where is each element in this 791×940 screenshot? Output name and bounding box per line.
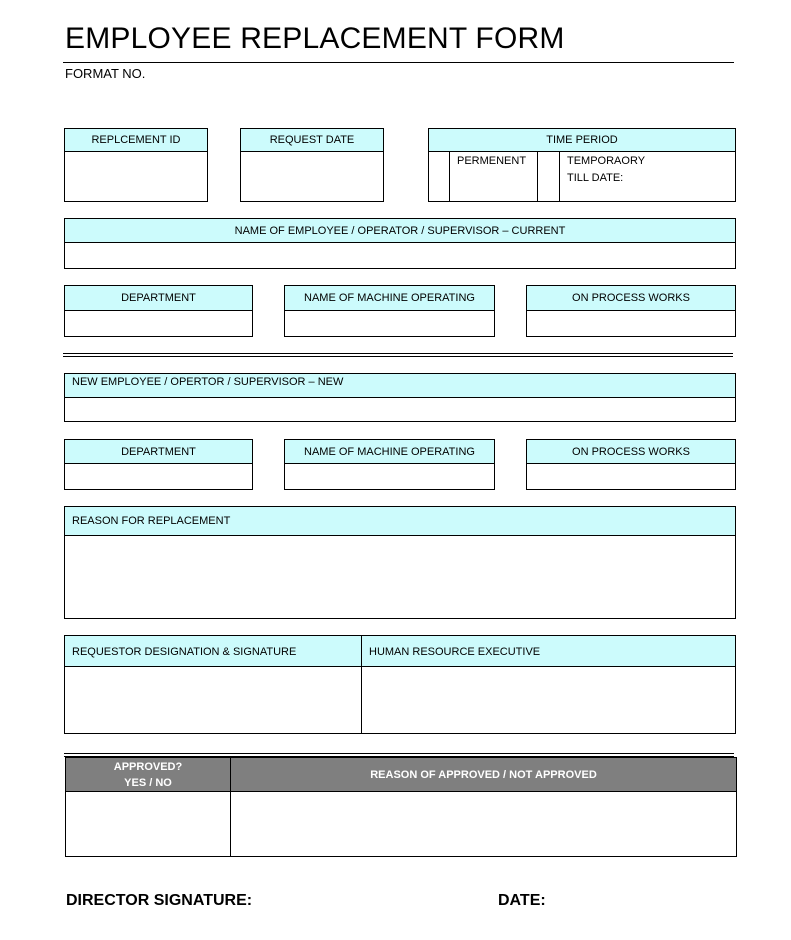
requestor-label: REQUESTOR DESIGNATION & SIGNATURE — [72, 645, 297, 658]
new-department-label: DEPARTMENT — [65, 440, 252, 464]
section-divider — [63, 356, 733, 357]
request-date-label: REQUEST DATE — [241, 129, 383, 152]
format-number-label: FORMAT NO. — [65, 66, 146, 81]
permanent-checkbox[interactable] — [430, 153, 449, 201]
section-divider — [63, 353, 733, 354]
request-date-field[interactable] — [241, 153, 383, 201]
reason-field[interactable] — [65, 537, 735, 618]
current-employee-label: NAME OF EMPLOYEE / OPERATOR / SUPERVISOR – CURRENT — [65, 219, 735, 243]
new-process-field[interactable] — [527, 465, 735, 489]
new-machine-label: NAME OF MACHINE OPERATING — [285, 440, 494, 464]
form-title: EMPLOYEE REPLACEMENT FORM — [65, 22, 565, 55]
new-department-field[interactable] — [65, 465, 252, 489]
current-employee-field[interactable] — [65, 244, 735, 268]
approval-reason-label: REASON OF APPROVED / NOT APPROVED — [370, 769, 597, 781]
director-signature-label: DIRECTOR SIGNATURE: — [66, 892, 253, 909]
replacement-id-field[interactable] — [65, 153, 207, 201]
new-process-label: ON PROCESS WORKS — [527, 440, 735, 464]
current-process-field[interactable] — [527, 312, 735, 336]
approved-label-line: APPROVED? — [113, 761, 183, 773]
approved-yes-no-label — [66, 758, 230, 792]
temporary-label: TEMPORAORY — [567, 155, 646, 167]
permanent-label: PERMENENT — [457, 155, 527, 167]
hr-executive-field[interactable] — [362, 668, 735, 733]
current-machine-label: NAME OF MACHINE OPERATING — [285, 286, 494, 311]
reason-label: REASON FOR REPLACEMENT — [65, 507, 735, 536]
date-label: DATE: — [498, 892, 546, 909]
new-employee-label: NEW EMPLOYEE / OPERTOR / SUPERVISOR – NEW — [65, 374, 735, 398]
time-period-divider — [449, 152, 450, 201]
till-date-label: TILL DATE: — [567, 172, 624, 184]
hr-executive-label: HUMAN RESOURCE EXECUTIVE — [369, 645, 541, 658]
new-machine-field[interactable] — [285, 465, 494, 489]
current-process-label: ON PROCESS WORKS — [527, 286, 735, 311]
new-employee-field[interactable] — [65, 399, 735, 421]
replacement-id-label: REPLCEMENT ID — [65, 129, 207, 152]
time-period-divider — [559, 152, 560, 201]
section-divider — [64, 753, 734, 754]
approval-reason-field[interactable] — [231, 793, 736, 856]
approved-field[interactable] — [66, 793, 230, 856]
current-department-field[interactable] — [65, 312, 252, 336]
current-machine-field[interactable] — [285, 312, 494, 336]
approved-label-line: YES / NO — [124, 777, 172, 789]
temporary-checkbox[interactable] — [538, 153, 559, 201]
title-divider — [63, 62, 734, 63]
time-period-label: TIME PERIOD — [429, 129, 735, 152]
requestor-signature-field[interactable] — [65, 668, 361, 733]
current-department-label: DEPARTMENT — [65, 286, 252, 311]
